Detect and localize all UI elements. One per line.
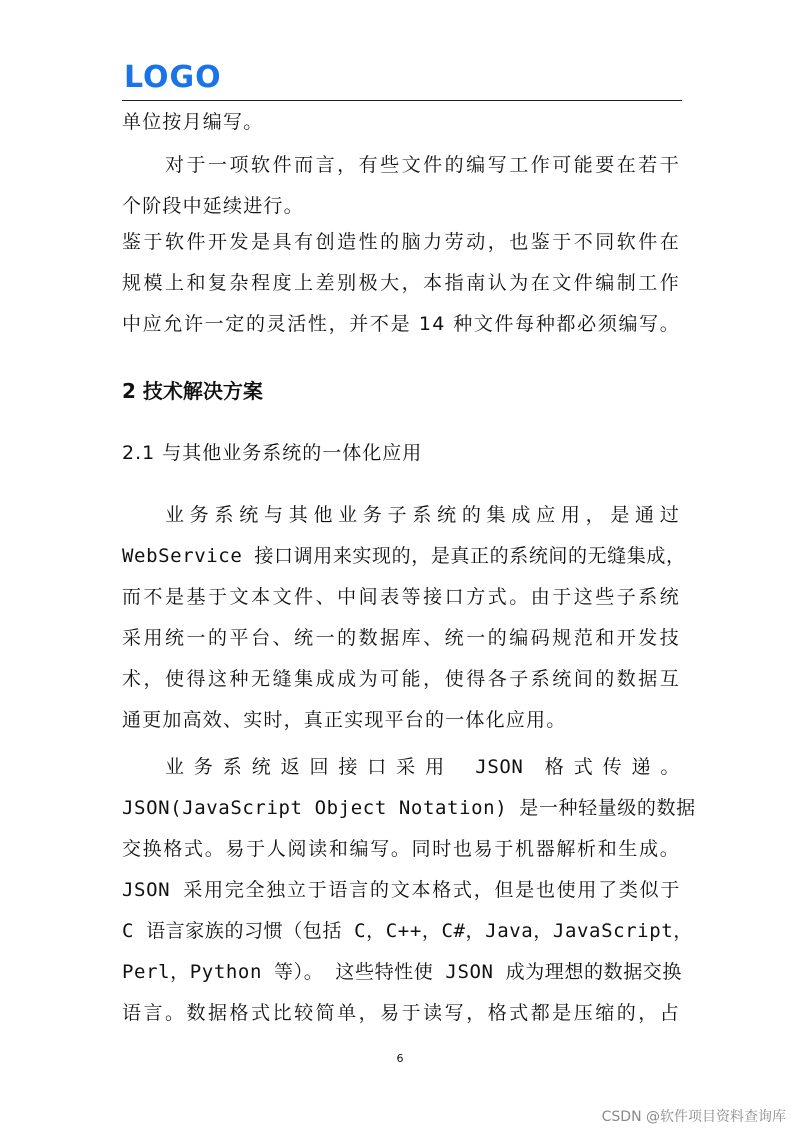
paragraph-line: 而不是基于文本文件、中间表等接口方式。由于这些子系统 (122, 586, 680, 608)
paragraph-line: Perl，Python 等）。 这些特性使 JSON 成为理想的数据交换 (122, 961, 683, 983)
paragraph-line: JSON 采用完全独立于语言的文本格式，但是也使用了类似于 (122, 879, 680, 901)
paragraph-line: 业务系统返回接口采用 JSON 格式传递。 (165, 756, 680, 778)
paragraph-line: 交换格式。易于人阅读和编写。同时也易于机器解析和生成。 (122, 838, 680, 860)
paragraph-line: JSON(JavaScript Object Notation) 是一种轻量级的数据 (122, 797, 696, 819)
paragraph-line: 个阶段中延续进行。 (122, 195, 304, 217)
paragraph-line: 中应允许一定的灵活性，并不是 14 种文件每种都必须编写。 (122, 313, 680, 335)
logo: LOGO (124, 60, 222, 95)
paragraph-line: C 语言家族的习惯（包括 C，C++，C#，Java，JavaScript， (122, 920, 693, 942)
subsection-heading: 2.1 与其他业务系统的一体化应用 (122, 442, 423, 464)
header-divider (122, 100, 682, 101)
paragraph-line: 规模上和复杂程度上差别极大，本指南认为在文件编制工作 (122, 272, 680, 294)
paragraph-line: 通更加高效、实时，真正实现平台的一体化应用。 (122, 709, 567, 731)
paragraph-line: WebService 接口调用来实现的，是真正的系统间的无缝集成， (122, 545, 686, 567)
section-heading: 2 技术解决方案 (122, 379, 263, 403)
page-number: 6 (396, 1052, 404, 1065)
paragraph-line: 语言。数据格式比较简单，易于读写，格式都是压缩的，占 (122, 1002, 680, 1024)
watermark: CSDN @软件项目资料查询库 (601, 1109, 786, 1125)
paragraph-line: 鉴于软件开发是具有创造性的脑力劳动，也鉴于不同软件在 (122, 231, 680, 253)
paragraph-line: 单位按月编写。 (122, 111, 264, 133)
paragraph-line: 业务系统与其他业务子系统的集成应用，是通过 (165, 504, 680, 526)
paragraph-line: 术，使得这种无缝集成成为可能，使得各子系统间的数据互 (122, 668, 680, 690)
paragraph-line: 采用统一的平台、统一的数据库、统一的编码规范和开发技 (122, 627, 680, 649)
paragraph-line: 对于一项软件而言，有些文件的编写工作可能要在若干 (165, 154, 680, 176)
